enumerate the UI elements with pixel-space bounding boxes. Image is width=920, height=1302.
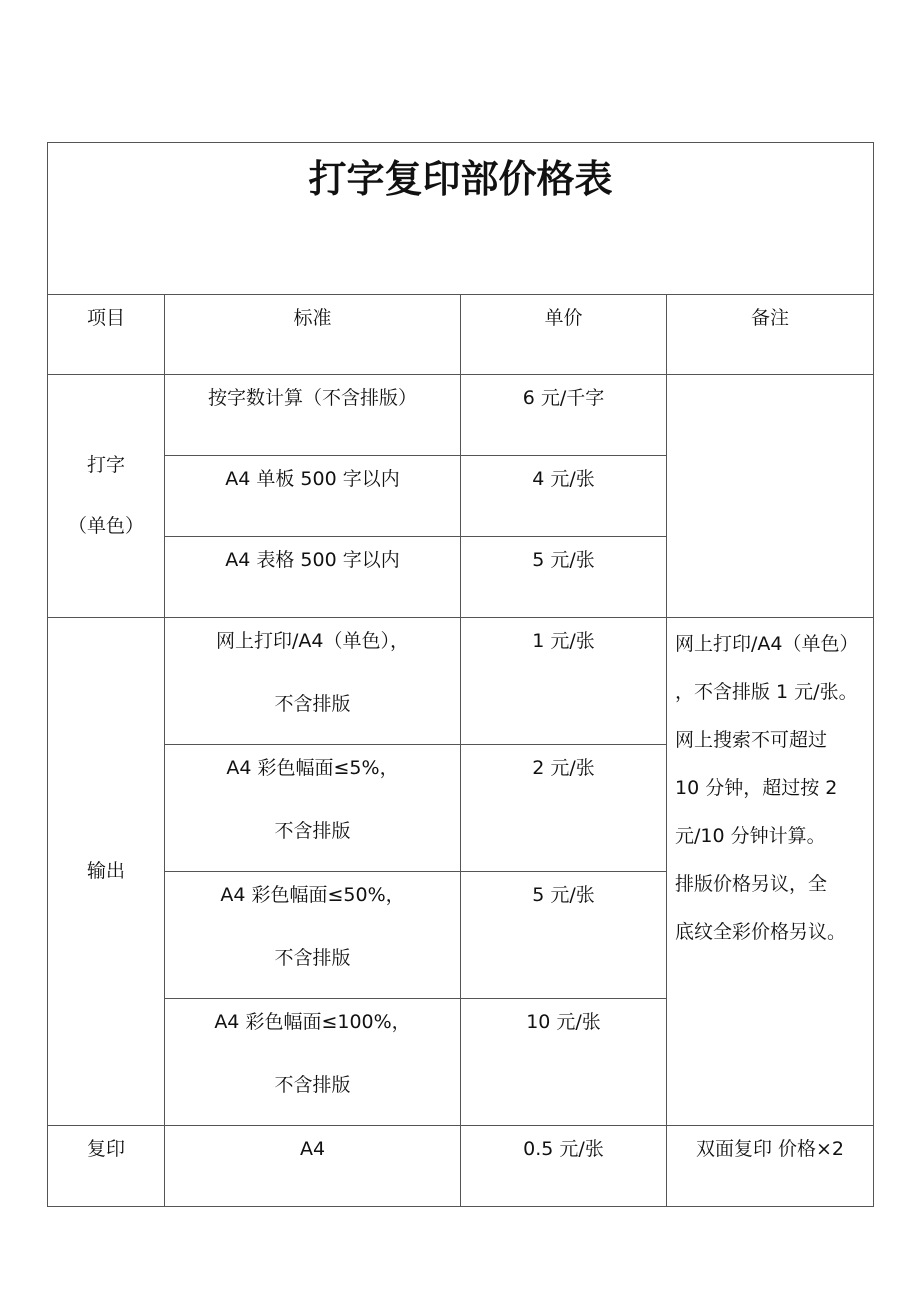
header-remark: 备注 bbox=[667, 295, 874, 375]
standard-cell bbox=[165, 618, 461, 745]
remark-line: 元/10 分钟计算。 bbox=[675, 825, 826, 847]
table-row bbox=[48, 375, 874, 456]
remark-line: 排版价格另议，全 bbox=[675, 873, 828, 895]
remark-line: 网上搜索不可超过 bbox=[675, 729, 828, 751]
standard-cell: A4 单板 500 字以内 bbox=[165, 456, 461, 537]
standard-line: 网上打印/A4（单色）， bbox=[216, 630, 409, 652]
standard-cell: 按字数计算（不含排版） bbox=[165, 375, 461, 456]
table-row bbox=[48, 618, 874, 745]
price-cell: 0.5 元/张 bbox=[461, 1126, 667, 1207]
price-cell: 1 元/张 bbox=[461, 618, 667, 745]
typing-sublabel: （单色） bbox=[67, 515, 144, 537]
price-cell: 10 元/张 bbox=[461, 999, 667, 1126]
header-standard: 标准 bbox=[165, 295, 461, 375]
remark-line: 10 分钟，超过按 2 bbox=[675, 777, 838, 799]
standard-cell: A4 表格 500 字以内 bbox=[165, 537, 461, 618]
standard-line: 不含排版 bbox=[274, 1073, 351, 1096]
typing-label: 打字 bbox=[86, 454, 125, 477]
price-table bbox=[47, 142, 874, 1207]
remark-line: ，不含排版 1 元/张。 bbox=[675, 681, 858, 703]
price-cell: 2 元/张 bbox=[461, 745, 667, 872]
price-cell: 4 元/张 bbox=[461, 456, 667, 537]
output-remark-cell bbox=[667, 618, 874, 1126]
standard-line: A4 彩色幅面≤50%， bbox=[220, 884, 405, 906]
standard-line: 不含排版 bbox=[274, 946, 351, 969]
page-title: 打字复印部价格表 bbox=[48, 143, 874, 295]
header-item: 项目 bbox=[48, 295, 165, 375]
typing-remark-cell bbox=[667, 375, 874, 618]
standard-line: A4 彩色幅面≤100%， bbox=[214, 1011, 411, 1033]
header-price: 单价 bbox=[461, 295, 667, 375]
standard-cell: A4 bbox=[165, 1126, 461, 1207]
standard-cell bbox=[165, 999, 461, 1126]
copy-category-cell: 复印 bbox=[48, 1126, 165, 1207]
standard-line: 不含排版 bbox=[274, 819, 351, 842]
standard-line: A4 彩色幅面≤5%， bbox=[226, 757, 399, 779]
price-cell: 5 元/张 bbox=[461, 537, 667, 618]
remark-line: 网上打印/A4（单色） bbox=[675, 633, 859, 655]
standard-cell bbox=[165, 872, 461, 999]
output-category-cell: 输出 bbox=[48, 618, 165, 1126]
price-cell: 5 元/张 bbox=[461, 872, 667, 999]
price-cell: 6 元/千字 bbox=[461, 375, 667, 456]
standard-line: 不含排版 bbox=[274, 692, 351, 715]
typing-category-cell bbox=[48, 375, 165, 618]
table-row bbox=[48, 1126, 874, 1207]
copy-remark-cell: 双面复印 价格×2 bbox=[667, 1126, 874, 1207]
remark-line: 底纹全彩价格另议。 bbox=[675, 921, 847, 943]
standard-cell bbox=[165, 745, 461, 872]
